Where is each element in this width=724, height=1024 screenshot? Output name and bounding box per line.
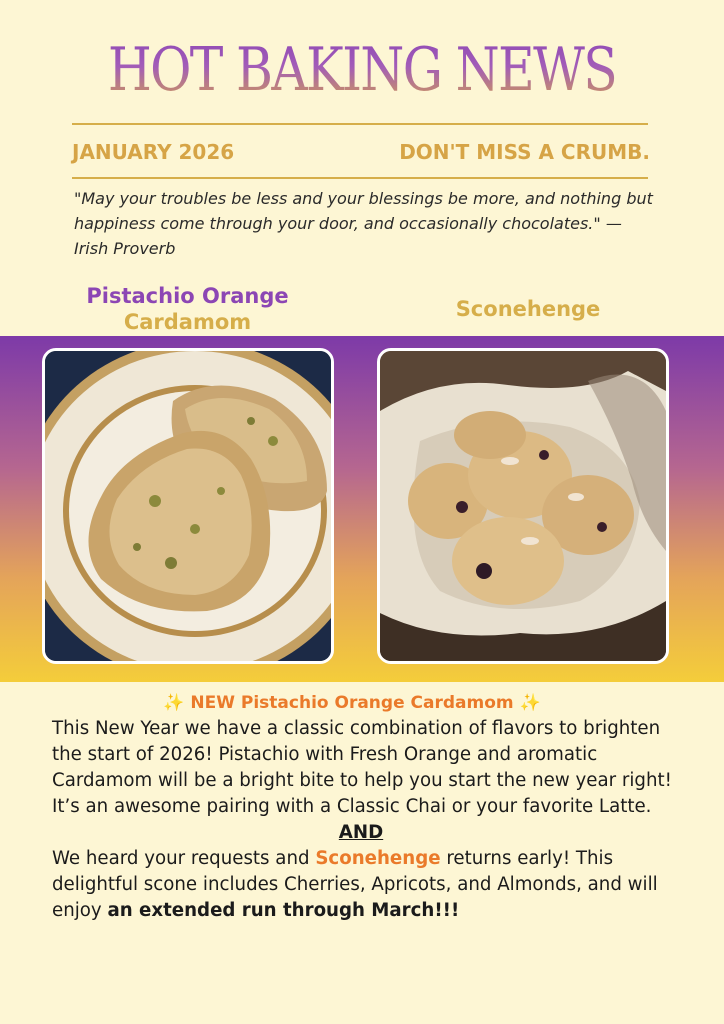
p2-middle: returns early! This delightful scone includes Cherries, Apricots, and Almonds, and will enjoy xyxy=(52,848,658,921)
extended-run-note: an extended run through March!!! xyxy=(107,900,460,921)
feature-headline: ✨ NEW Pistachio Orange Cardamom ✨ xyxy=(163,693,541,713)
p2-intro: We heard your requests and xyxy=(52,848,316,869)
newsletter-title: HOT BAKING NEWS xyxy=(58,32,666,108)
pistachio-scone-illustration xyxy=(45,351,331,661)
tagline: DON'T MISS A CRUMB. xyxy=(399,140,650,164)
proverb-quote: "May your troubles be less and your blessings be more, and nothing but happiness come through your door, and occasionally chocolates." — Irish Proverb xyxy=(74,189,653,258)
sconehenge-photo xyxy=(377,348,669,664)
sconehenge-highlight: Sconehenge xyxy=(315,848,441,869)
feature-paragraph-2 xyxy=(52,846,692,924)
feature-paragraph-1: This New Year we have a classic combination of flavors to brighten the start of 2026! Pistachio with Fresh Orange and aromatic Cardamom will be a bright bite to help you start the new year right! It’s an awesome pairing with a Classic Chai or your favorite Latte. xyxy=(52,718,672,817)
product-heading-sconehenge: Sconehenge xyxy=(455,297,601,321)
product-heading-pistachio xyxy=(40,283,335,335)
sconehenge-illustration xyxy=(380,351,666,661)
divider-top xyxy=(72,123,648,125)
product-heading-line1: Pistachio Orange xyxy=(86,284,289,308)
feature-article xyxy=(52,690,692,924)
divider-bottom xyxy=(72,177,648,179)
issue-date: JANUARY 2026 xyxy=(72,140,235,164)
and-separator: AND xyxy=(338,822,384,843)
product-heading-line2: Cardamom xyxy=(123,310,252,334)
pistachio-scone-photo xyxy=(42,348,334,664)
